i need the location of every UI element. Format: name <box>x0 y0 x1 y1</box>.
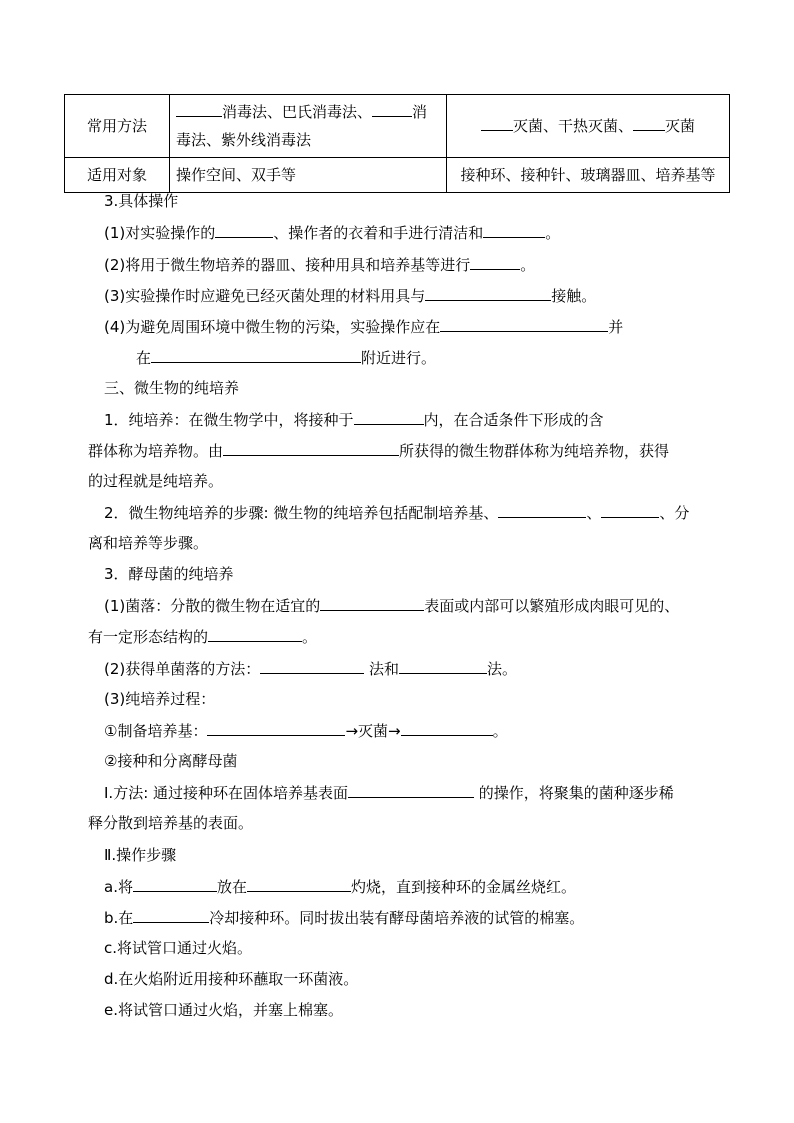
blank <box>633 115 665 131</box>
blank <box>260 658 364 674</box>
sterilization-methods-cell: 灭菌、干热灭菌、 灭菌 <box>447 95 730 158</box>
method-line-1: Ⅰ.方法: 通过接种环在固体培养基表面 的操作，将聚集的菌种逐步稀 <box>104 784 674 802</box>
blank <box>247 876 351 892</box>
step-e: e.将试管口通过火焰，并塞上棉塞。 <box>104 1001 343 1019</box>
step-d: d.在火焰附近用接种环蘸取一环菌液。 <box>104 970 359 988</box>
colony-definition-line-1: (1)菌落：分散的微生物在适宜的 表面或内部可以繁殖形成肉眼可见的、 <box>104 597 680 615</box>
row-header-methods: 常用方法 <box>65 95 170 158</box>
blank <box>425 285 551 301</box>
blank <box>133 907 209 923</box>
blank <box>176 101 222 117</box>
item-2: (2)将用于微生物培养的器皿、接种用具和培养基等进行 。 <box>104 256 536 274</box>
prepare-medium-step: ①制备培养基： →灭菌→ 。 <box>104 722 508 740</box>
blank <box>440 316 608 332</box>
table-row <box>65 95 730 158</box>
sterilization-methods-table <box>64 94 730 193</box>
method-line-2: 释分散到培养基的表面。 <box>88 814 254 832</box>
blank <box>348 782 474 798</box>
item-4: (4)为避免周围环境中微生物的污染，实验操作应在 并 <box>104 318 624 336</box>
row-header-targets: 适用对象 <box>65 158 170 193</box>
blank <box>481 115 513 131</box>
inoculation-heading: ②接种和分离酵母菌 <box>104 752 238 770</box>
blank <box>223 440 399 456</box>
step-c: c.将试管口通过火焰。 <box>104 939 253 957</box>
blank <box>601 502 659 518</box>
steps-heading: Ⅱ.操作步骤 <box>104 846 177 864</box>
disinfection-targets-cell: 操作空间、双手等 <box>170 158 447 193</box>
blank <box>133 876 217 892</box>
paragraph-2-line-2: 离和培养等步骤。 <box>88 534 209 552</box>
disinfection-methods-cell: 消毒法、巴氏消毒法、 消 毒法、紫外线消毒法 <box>170 95 447 158</box>
paragraph-1-line-3: 的过程就是纯培养。 <box>88 472 224 490</box>
section-heading-yeast: 3．酵母菌的纯培养 <box>104 565 234 583</box>
blank <box>401 720 493 736</box>
blank <box>372 101 412 117</box>
blank <box>470 254 520 270</box>
blank <box>354 409 424 425</box>
blank <box>215 222 273 238</box>
colony-definition-line-2: 有一定形态结构的 。 <box>88 628 318 646</box>
sterilization-targets-cell: 接种环、接种针、玻璃器皿、培养基等 <box>447 158 730 193</box>
single-colony-methods: (2)获得单菌落的方法： 法和 法。 <box>104 660 518 678</box>
item-1: (1)对实验操作的 、操作者的衣着和手进行清洁和 。 <box>104 224 561 242</box>
blank <box>483 222 545 238</box>
item-3: (3)实验操作时应避免已经灭菌处理的材料用具与 接触。 <box>104 287 597 305</box>
blank <box>207 720 345 736</box>
blank <box>399 658 487 674</box>
blank <box>498 502 586 518</box>
blank <box>151 347 361 363</box>
paragraph-2-line-1: 2．微生物纯培养的步骤: 微生物的纯培养包括配制培养基、 、 、分 <box>104 504 690 522</box>
section-heading-specific-operation: 3.具体操作 <box>104 192 179 210</box>
step-a: a.将 放在 灼烧，直到接种环的金属丝烧红。 <box>104 878 576 896</box>
blank <box>320 595 424 611</box>
paragraph-1-line-1: 1．纯培养：在微生物学中，将接种于 内，在合适条件下形成的含 <box>104 411 604 429</box>
paragraph-1-line-2: 群体称为培养物。由 所获得的微生物群体称为纯培养物，获得 <box>88 442 670 460</box>
blank <box>208 626 302 642</box>
pure-culture-process: (3)纯培养过程： <box>104 690 216 708</box>
step-b: b.在 冷却接种环。同时拔出装有酵母菌培养液的试管的棉塞。 <box>104 909 585 927</box>
item-4-continued: 在 附近进行。 <box>136 349 437 367</box>
table-row <box>65 158 730 193</box>
section-heading-pure-culture: 三、微生物的纯培养 <box>104 379 240 397</box>
